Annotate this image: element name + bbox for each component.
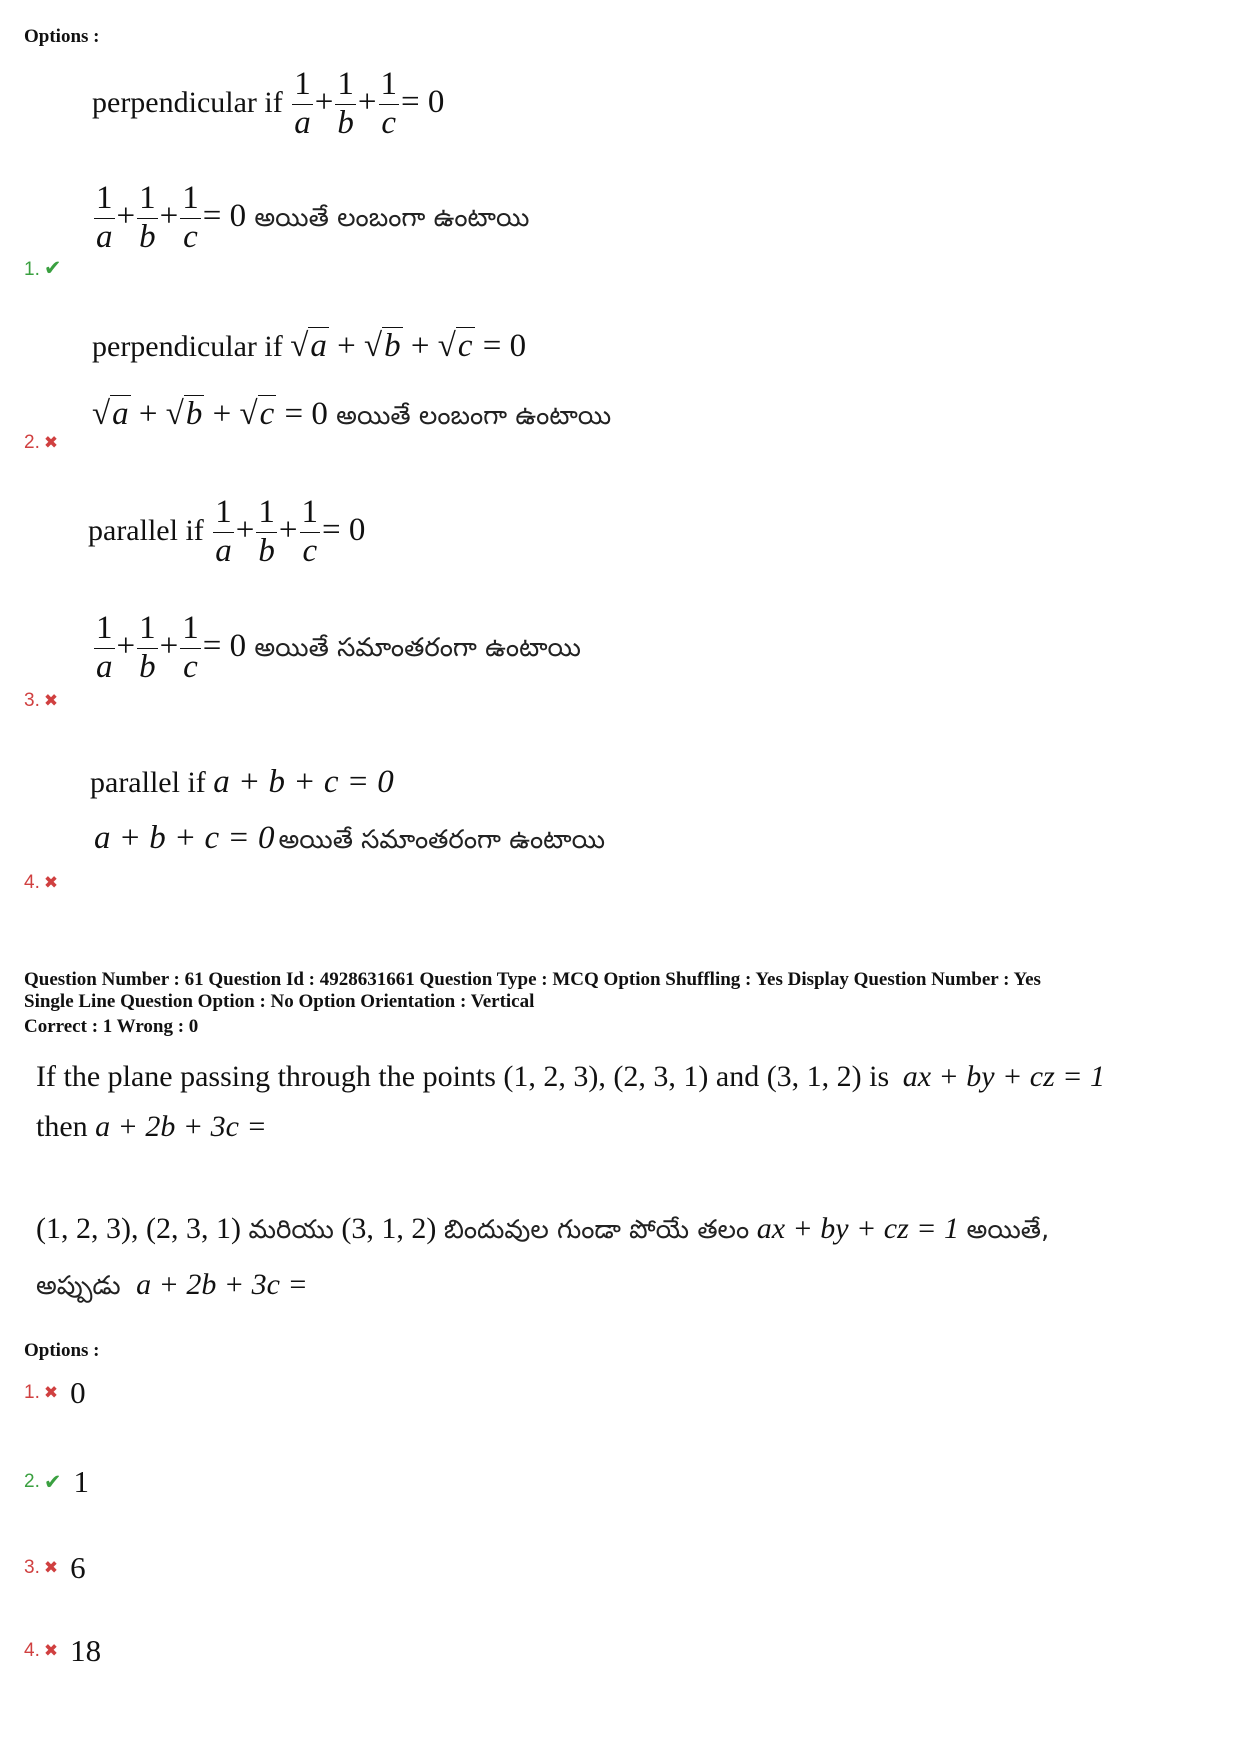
cross-icon: ✖	[43, 691, 59, 711]
answer-option-1[interactable]: 1. ✖ 0	[24, 1375, 86, 1410]
question-telugu-line2: అప్పుడు a + 2b + 3c =	[36, 1268, 308, 1301]
question-english-line2: then a + 2b + 3c =	[36, 1110, 267, 1143]
question-english-line1: If the plane passing through the points (1, 2, 3), (2, 3, 1) and (3, 1, 2) is ax + by + cz = 1	[36, 1060, 1106, 1093]
option-1-telugu: $\frac{1}{a}$ + $\frac{1}{b}$ + $\frac{1}{c}$ = 0 అయితే లంబంగా ఉంటాయి	[96, 180, 530, 255]
cross-icon: ✖	[43, 1558, 59, 1578]
cross-icon: ✖	[43, 873, 59, 893]
answer-option-3[interactable]: 3. ✖ 6	[24, 1550, 86, 1585]
option-4-marker: 4. ✖	[24, 872, 59, 893]
option-4-english: parallel if a + b + c = 0	[90, 764, 394, 800]
cross-icon: ✖	[43, 433, 59, 453]
fraction-sum: $\frac{1}{a}$ + $\frac{1}{b}$ + $\frac{1}{c}$ = 0	[215, 494, 366, 569]
option-2-english: perpendicular if √a + √b + √c = 0	[92, 328, 527, 364]
sqrt-sum: √a + √b + √c = 0	[290, 328, 527, 364]
option-2-marker: 2. ✖	[24, 432, 59, 453]
question-meta-line1: Question Number : 61 Question Id : 4928631661 Question Type : MCQ Option Shuffling : Yes Display Question Number : Yes	[24, 969, 1041, 990]
option-3-english: parallel if $\frac{1}{a}$ + $\frac{1}{b}$ + $\frac{1}{c}$ = 0	[88, 494, 366, 569]
option-1-marker: 1. ✔	[24, 256, 62, 280]
check-icon: ✔	[43, 1470, 62, 1494]
check-icon: ✔	[43, 256, 62, 280]
cross-icon: ✖	[43, 1641, 59, 1661]
answer-option-4[interactable]: 4. ✖ 18	[24, 1633, 102, 1668]
option-3-telugu: $\frac{1}{a}$ + $\frac{1}{b}$ + $\frac{1}{c}$ = 0 అయితే సమాంతరంగా ఉంటాయి	[96, 610, 581, 685]
fraction-sum: $\frac{1}{a}$ + $\frac{1}{b}$ + $\frac{1}{c}$ = 0	[294, 66, 445, 141]
cross-icon: ✖	[43, 1383, 59, 1403]
option-3-marker: 3. ✖	[24, 690, 59, 711]
options-heading: Options :	[24, 1340, 100, 1361]
question-meta-line2: Single Line Question Option : No Option Orientation : Vertical	[24, 991, 535, 1012]
question-meta-line3: Correct : 1 Wrong : 0	[24, 1016, 199, 1037]
option-4-telugu: a + b + c = 0 అయితే సమాంతరంగా ఉంటాయి	[94, 820, 606, 856]
options-heading: Options :	[24, 26, 100, 47]
answer-option-2[interactable]: 2. ✔ 1	[24, 1464, 89, 1499]
option-1-english: perpendicular if $\frac{1}{a}$ + $\frac{1}{b}$ + $\frac{1}{c}$ = 0	[92, 66, 445, 141]
option-2-telugu: √a + √b + √c = 0 అయితే లంబంగా ఉంటాయి	[92, 396, 612, 432]
question-telugu-line1: (1, 2, 3), (2, 3, 1) మరియు (3, 1, 2) బిందువుల గుండా పోయే తలం ax + by + cz = 1 అయితే,	[36, 1212, 1050, 1245]
